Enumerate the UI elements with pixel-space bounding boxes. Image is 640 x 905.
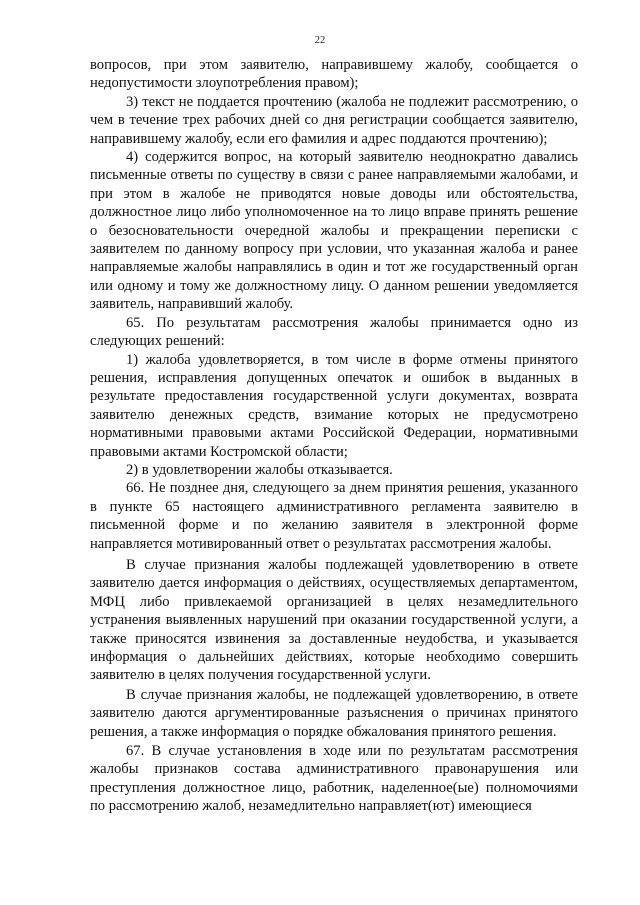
- paragraph-clause-67: 67. В случае установления в ходе или по результатам рассмотрения жалобы признаков состава административного правонарушения или преступления должностное лицо, работник, наделенное(ые) полномочиями по рассмотрению жалоб, незамедлительно направляет(ют) имеющиеся: [90, 743, 578, 815]
- paragraph-decision-1: 1) жалоба удовлетворяется, в том числе в форме отмены принятого решения, исправления допущенных опечаток и ошибок в выданных в результате предоставления государственной услуги документах, возврата заявителю денежных средств, взимание которых не предусмотрено нормативными правовыми актами Российской Федерации, нормативными правовыми актами Костромской области;: [90, 351, 578, 460]
- paragraph-clause-66: 66. Не позднее дня, следующего за днем принятия решения, указанного в пункте 65 настоящего административного регламента заявителю в письменной форме и по желанию заявителя в электронной форме направляется мотивированный ответ о результатах рассмотрения жалобы.: [90, 480, 578, 552]
- paragraph-rejected-case: В случае признания жалобы, не подлежащей удовлетворению, в ответе заявителю даются аргументированные разъяснения о причинах принятого решения, а также информация о порядке обжалования принятого решения.: [90, 686, 578, 740]
- paragraph-item-3: 3) текст не поддается прочтению (жалоба не подлежит рассмотрению, о чем в течение трех рабочих дней со дня регистрации сообщается заявителю, направившему жалобу, если его фамилия и адрес поддаются прочтению);: [90, 93, 578, 147]
- paragraph-decision-2: 2) в удовлетворении жалобы отказывается.: [126, 461, 393, 478]
- paragraph-continuation: вопросов, при этом заявителю, направившему жалобу, сообщается о недопустимости злоупотребления правом);: [90, 57, 578, 92]
- document-body: [90, 56, 578, 816]
- paragraph-satisfied-case: В случае признания жалобы подлежащей удовлетворению в ответе заявителю дается информация о действиях, осуществляемых департаментом, МФЦ либо привлекаемой организацией в целях незамедлительного устранения выявленных нарушений при оказании государственной услуги, а также приносятся извинения за доставленные неудобства, и указывается информация о дальнейших действиях, которые необходимо совершить заявителю в целях получения государственной услуги.: [90, 556, 578, 684]
- paragraph-item-4: 4) содержится вопрос, на который заявителю неоднократно давались письменные ответы по существу в связи с ранее направляемыми жалобами, и при этом в жалобе не приводятся новые доводы или обстоятельства, должностное лицо либо уполномоченное на то лицо вправе принять решение о безосновательности очередной жалобы и прекращении переписки с заявителем по данному вопросу при условии, что указанная жалоба и ранее направляемые жалобы направлялись в один и тот же государственный орган или одному и тому же должностному лицу. О данном решении уведомляется заявитель, направивший жалобу.: [90, 149, 578, 313]
- page-number: 22: [314, 35, 326, 46]
- paragraph-clause-65: 65. По результатам рассмотрения жалобы принимается одно из следующих решений:: [90, 314, 578, 350]
